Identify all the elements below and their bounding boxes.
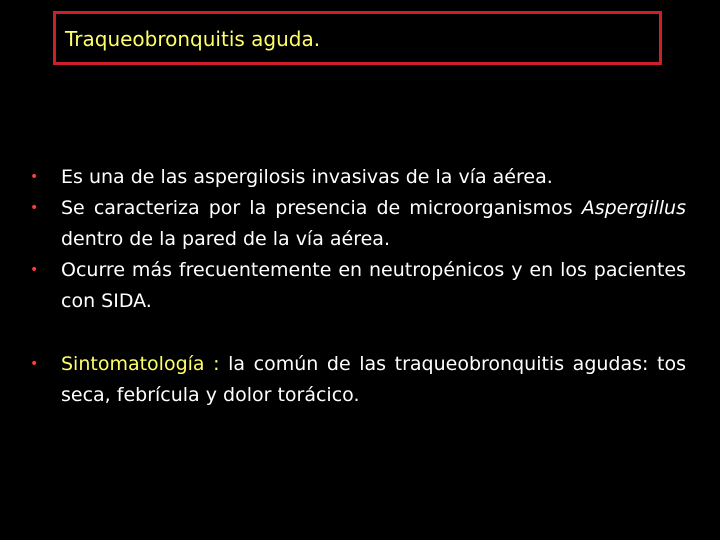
bullet-text-2-italic: Aspergillus (581, 197, 686, 219)
bullet-item-1 (30, 162, 686, 193)
bullet-text-3: Ocurre más frecuentemente en neutropénicos y en los pacientes con SIDA. (61, 259, 686, 312)
title-frame (53, 11, 662, 65)
bullet-dot-icon: • (30, 262, 39, 278)
bullet-item-3 (30, 255, 686, 317)
bullet-text-4: la común de las traqueobronquitis agudas: tos seca, febrícula y dolor torácico. (61, 353, 686, 406)
bullet-text-1: Es una de las aspergilosis invasivas de la vía aérea. (61, 166, 553, 188)
bullet-dot-icon: • (30, 169, 39, 185)
bullet-item-4 (30, 349, 686, 411)
bullet-label-4: Sintomatología : (61, 353, 220, 375)
bullet-text-2: Se caracteriza por la presencia de microorganismos (61, 197, 573, 219)
bullet-dot-icon: • (30, 200, 39, 216)
slide-title: Traqueobronquitis aguda. (65, 27, 321, 51)
bullet-item-2 (30, 193, 686, 255)
bullet-text-2-rest: dentro de la pared de la vía aérea. (61, 228, 390, 250)
bullet-dot-icon: • (30, 356, 39, 372)
bullet-list (30, 162, 686, 411)
